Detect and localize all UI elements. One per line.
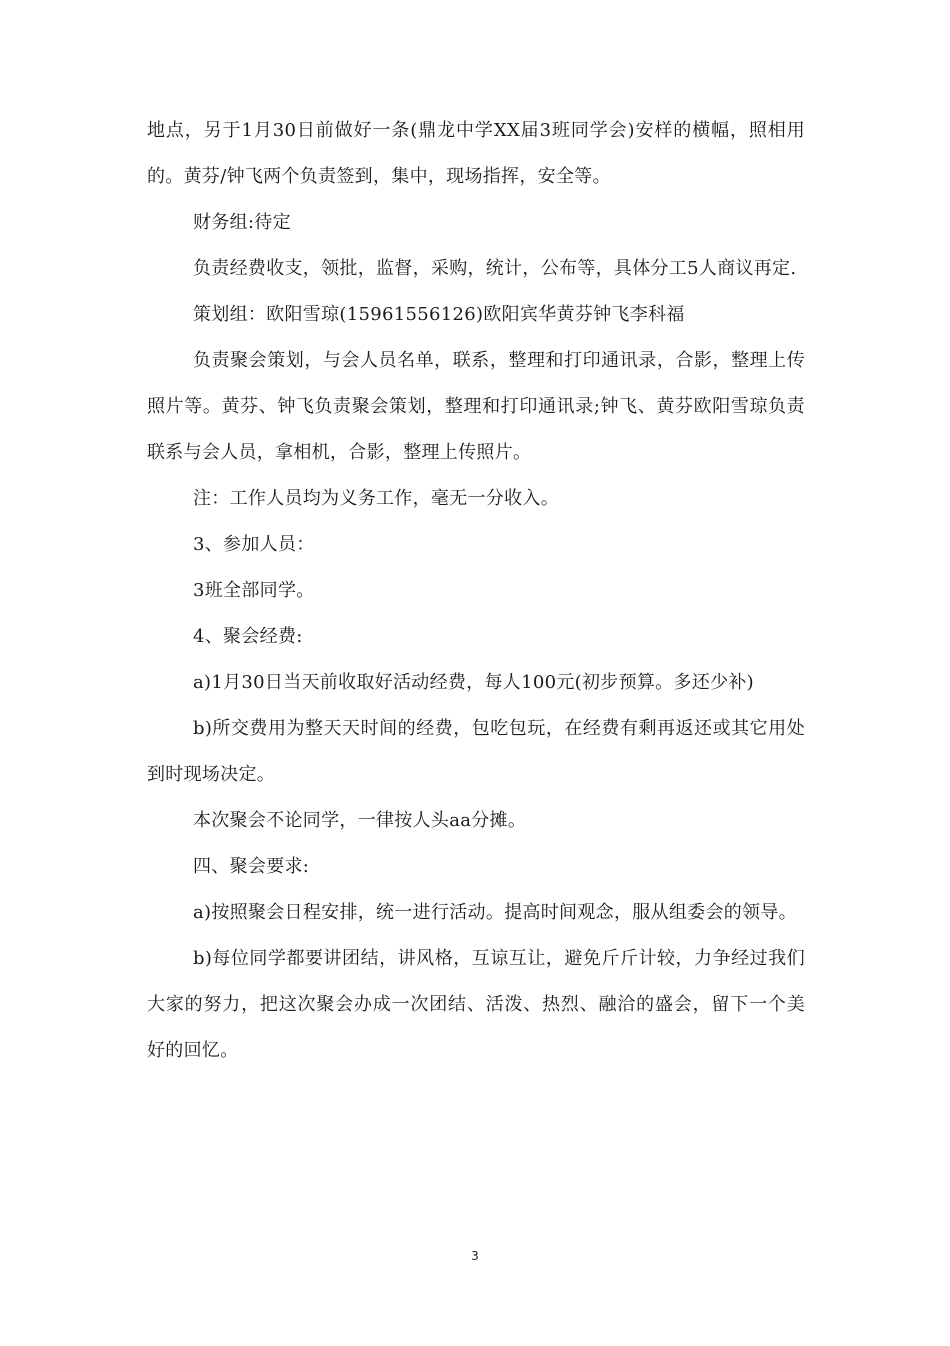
paragraph-finance-group: 财务组:待定 [193, 212, 291, 233]
paragraph-requirements-b: b)每位同学都要讲团结，讲风格，互谅互让，避免斤斤计较，力争经过我们大家的努力，把这次聚会办成一次团结、活泼、热烈、融洽的盛会，留下一个美好的回忆。 [147, 948, 805, 1061]
paragraph-finance-duties: 负责经费收支，领批，监督，采购，统计，公布等，具体分工5人商议再定. [193, 258, 797, 279]
page-number: 3 [471, 1249, 479, 1263]
heading-funds: 4、聚会经费: [193, 626, 303, 647]
paragraph-participants: 3班全部同学。 [193, 580, 315, 601]
paragraph-cost-split: 本次聚会不论同学，一律按人头aa分摊。 [193, 810, 527, 831]
document-body [147, 108, 805, 1074]
paragraph-funds-b: b)所交费用为整天天时间的经费，包吃包玩，在经费有剩再返还或其它用处到时现场决定。 [147, 718, 805, 785]
paragraph-requirements-a: a)按照聚会日程安排，统一进行活动。提高时间观念，服从组委会的领导。 [193, 902, 797, 923]
paragraph-planning-duties: 负责聚会策划，与会人员名单，联系，整理和打印通讯录，合影，整理上传照片等。黄芬、钟飞负责聚会策划，整理和打印通讯录;钟飞、黄芬欧阳雪琼负责联系与会人员，拿相机，合影，整理上传照片。 [147, 350, 805, 463]
paragraph-funds-a: a)1月30日当天前收取好活动经费，每人100元(初步预算。多还少补) [193, 672, 755, 693]
paragraph-note: 注：工作人员均为义务工作，毫无一分收入。 [193, 488, 559, 509]
heading-participants: 3、参加人员： [193, 534, 315, 555]
paragraph-venue-banner: 地点，另于1月30日前做好一条(鼎龙中学XX届3班同学会)安样的横幅，照相用的。黄芬/钟飞两个负责签到，集中，现场指挥，安全等。 [147, 120, 805, 187]
paragraph-planning-group: 策划组：欧阳雪琼(15961556126)欧阳宾华黄芬钟飞李科福 [193, 304, 685, 325]
heading-requirements: 四、聚会要求: [193, 856, 310, 877]
